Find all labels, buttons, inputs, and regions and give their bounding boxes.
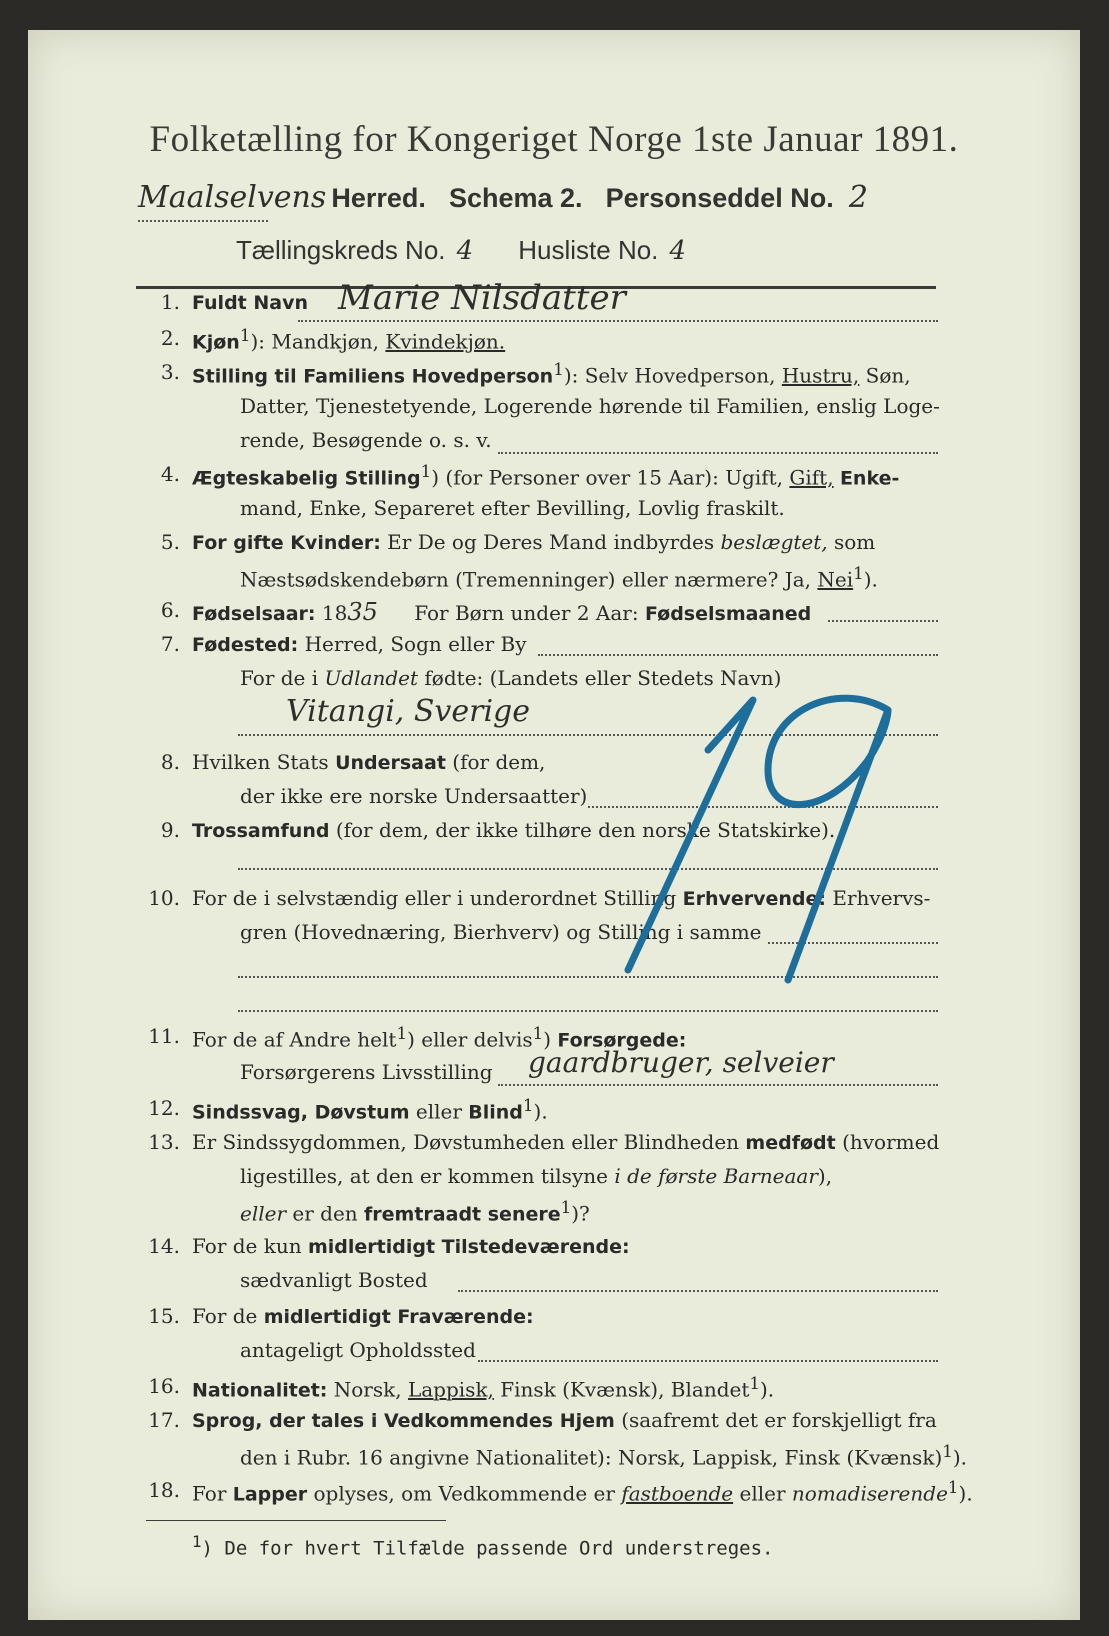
q18-lapper: Lapper: [232, 1483, 308, 1506]
q2-label: Kjøn: [192, 331, 240, 354]
q11-line1-a: For de af Andre helt: [192, 1027, 397, 1052]
husliste-value: 4: [669, 236, 687, 266]
q5-line1: [192, 530, 875, 554]
q15-line1-a: For de: [192, 1304, 258, 1328]
herred-label: Herred.: [331, 183, 426, 213]
q17-label: Sprog, der tales i Vedkommendes Hjem: [192, 1410, 615, 1432]
q13-line2: [240, 1164, 832, 1188]
q6-rest: For Børn under 2 Aar:: [414, 601, 639, 625]
q15-line1: [192, 1304, 534, 1328]
q12-number: 12.: [148, 1096, 180, 1120]
q11-value: gaardbruger, selveier: [528, 1046, 834, 1079]
q7-value: Vitangi, Sverige: [286, 694, 531, 729]
q8-label-b: Undersaat: [335, 752, 446, 774]
q10-line1-a: For de i selvstændig eller i underordnet Stilling: [192, 886, 677, 910]
blue-pencil-19-mark: [588, 640, 931, 1000]
q7-label: Fødested:: [192, 634, 299, 656]
q13-line2-a: ligestilles, at den er kommen tilsyne: [240, 1164, 608, 1188]
q5-beslaegtet: beslægtet,: [720, 530, 828, 554]
q15-dotline: [478, 1360, 938, 1362]
q18-for: For: [192, 1481, 227, 1506]
personseddel-label: Personseddel No.: [605, 183, 834, 213]
q13-line1-c: (hvormed: [842, 1130, 940, 1154]
q13-senere: fremtraadt senere: [364, 1203, 561, 1226]
q12-label: Sindssvag, Døvstum: [192, 1101, 410, 1124]
q16-lappisk: Lappisk,: [407, 1377, 494, 1402]
q3-opt-son: Søn,: [865, 363, 911, 388]
q12-end: ).: [533, 1099, 548, 1124]
q4-line1: Ægteskabelig Stilling$^1$) (for Personer over 15 Aar): Ugift, Gift, Enke-: [192, 462, 900, 490]
q4-sup: 1: [420, 462, 432, 481]
q8-line2: der ikke ere norske Undersaatter): [240, 784, 588, 808]
q4-number: 4.: [160, 462, 180, 486]
q17-line2: den i Rubr. 16 angivne Nationalitet): Norsk, Lappisk, Finsk (Kvænsk)$^1$).: [240, 1442, 968, 1470]
q9-rest: (for dem, der ikke tilhøre den norske Statskirke).: [335, 818, 836, 842]
q7-line1-text: Herred, Sogn eller By: [304, 632, 527, 656]
q18-line-c: oplyses, om Vedkommende er: [313, 1481, 615, 1506]
q8-line1-c: (for dem,: [452, 750, 546, 774]
personseddel-value: 2: [848, 180, 868, 215]
q7-line2-c: fødte: (Landets eller Stedets Navn): [424, 666, 782, 690]
q16-number: 16.: [148, 1374, 180, 1398]
q9-number: 9.: [160, 818, 180, 842]
q18-eller: eller: [739, 1481, 786, 1506]
q3-sup: 1: [553, 360, 564, 379]
footnote-rule: [146, 1520, 446, 1521]
q16-finsk: Finsk (Kvænsk), Blandet: [500, 1377, 750, 1402]
q14-line1-b: midlertidigt Tilstedeværende:: [307, 1236, 630, 1258]
q3-opt-hustru: Hustru,: [781, 363, 860, 388]
q6-number: 6.: [160, 598, 180, 622]
q5-opt-nei: Nei: [817, 567, 854, 592]
q13-medfodt: medfødt: [745, 1132, 836, 1154]
q14-line1: [192, 1234, 630, 1258]
q1-label: Fuldt Navn: [192, 292, 309, 314]
q13-line3-b: er den: [292, 1201, 358, 1226]
q16-line: Nationalitet: Norsk, Lappisk, Finsk (Kvænsk), Blandet$^1$).: [192, 1374, 775, 1402]
q7-line1: [192, 632, 527, 656]
q8-label-a: Hvilken Stats: [192, 750, 329, 774]
q1-number: 1.: [160, 290, 180, 314]
q15-line2: antageligt Opholdssted: [240, 1338, 476, 1362]
q10-line2: gren (Hovednæring, Bierhverv) og Stilling i samme: [240, 920, 762, 944]
q4-opt-enke: Enke-: [839, 467, 900, 490]
q3-dotline: [498, 452, 938, 454]
q7-line2-a: For de i: [240, 666, 319, 690]
census-form-sheet: [28, 30, 1080, 1620]
kreds-label: Tællingskreds No.: [236, 235, 446, 265]
q10-line1-c: Erhvervs-: [832, 886, 931, 910]
q13-number: 13.: [148, 1130, 180, 1154]
form-title: Folketælling for Kongeriget Norge 1ste Januar 1891.: [149, 119, 959, 160]
q12-rest: eller: [415, 1099, 462, 1124]
q5-line2: Næstsødskendebørn (Tremenninger) eller nærmere? Ja, Nei$^1$).: [240, 564, 878, 592]
q17-line2-text: den i Rubr. 16 angivne Nationalitet): Norsk, Lappisk, Finsk (Kvænsk): [240, 1445, 943, 1470]
q11-forsorgede: Forsørgede:: [557, 1029, 687, 1052]
q4-label: Ægteskabelig Stilling: [192, 467, 421, 490]
footnote: [192, 1532, 773, 1559]
q2-text: Kjøn$^1$): Mandkjøn, Kvindekjøn.: [192, 326, 506, 354]
q18-nomadiserende: nomadiserende: [791, 1481, 948, 1506]
q16-end: ).: [759, 1377, 775, 1402]
q3-line3: rende, Besøgende o. s. v.: [240, 428, 492, 452]
q17-line1: [192, 1408, 937, 1432]
q4-opt-ugift: (for Personer over 15 Aar): Ugift,: [445, 465, 784, 490]
q14-line2: sædvanligt Bosted: [240, 1268, 428, 1292]
q17-number: 17.: [148, 1408, 180, 1432]
q11-dotline: [498, 1084, 938, 1086]
q11-line2: Forsørgerens Livsstilling: [240, 1060, 493, 1084]
q8-line1: [192, 750, 545, 774]
q12-line: Sindssvag, Døvstum eller Blind$^1$).: [192, 1096, 548, 1124]
q18-number: 18.: [148, 1478, 180, 1502]
footnote-text: ) De for hvert Tilfælde passende Ord understreges.: [201, 1537, 774, 1560]
q14-dotline: [458, 1290, 938, 1292]
q14-number: 14.: [148, 1234, 180, 1258]
q12-blind: Blind: [468, 1101, 523, 1124]
q6-foedselsmaaned: Fødselsmaaned: [644, 603, 812, 625]
kreds-value: 4: [456, 236, 474, 266]
q6-line: [192, 598, 811, 626]
q5-line2-text: Næstsødskendebørn (Tremenninger) eller nærmere? Ja,: [240, 567, 812, 592]
q11-number: 11.: [148, 1024, 180, 1048]
schema-label: Schema 2.: [448, 183, 583, 213]
q1-dotline: [298, 320, 938, 322]
q3-line1: Stilling til Familiens Hovedperson$^1$): Selv Hovedperson, Hustru, Søn,: [192, 360, 911, 388]
q16-norsk: Norsk,: [333, 1377, 402, 1402]
big-mark-label: 19: [588, 640, 590, 641]
q13-end: )?: [571, 1201, 590, 1226]
q2-number: 2.: [160, 326, 180, 350]
q3-label: Stilling til Familiens Hovedperson: [192, 365, 554, 388]
herred-dotline: [138, 220, 268, 222]
q5-som: som: [834, 530, 876, 554]
herred-value: Maalselvens: [138, 180, 327, 215]
q10-dotline3: [238, 1010, 938, 1012]
q4-opt-gift: Gift,: [789, 465, 834, 490]
q13-line3: eller er den fremtraadt senere$^1$)?: [240, 1198, 590, 1226]
q18-end: ).: [958, 1481, 973, 1506]
q5-line2-end: ).: [863, 567, 878, 592]
q9-label: Trossamfund: [192, 820, 330, 842]
q8-number: 8.: [160, 750, 180, 774]
q15-line1-b: midlertidigt Fraværende:: [263, 1306, 534, 1328]
q6-dotline: [828, 620, 938, 622]
q4-line2: mand, Enke, Separeret efter Bevilling, Lovlig fraskilt.: [240, 496, 785, 520]
herred-line: [138, 180, 868, 215]
q13-barneaar: i de første Barneaar: [614, 1164, 818, 1188]
q18-fastboende: fastboende: [621, 1481, 734, 1506]
q15-number: 15.: [148, 1304, 180, 1328]
q1-value: Marie Nilsdatter: [338, 278, 626, 318]
q13-line1: [192, 1130, 939, 1154]
footnote-sup: 1: [192, 1532, 202, 1551]
q5-question: Er De og Deres Mand indbyrdes: [387, 530, 715, 554]
husliste-label: Husliste No.: [518, 235, 659, 265]
q2-sup: 1: [239, 326, 251, 345]
q6-value: 35: [347, 598, 378, 626]
q10-erhvervende: Erhvervende:: [682, 888, 827, 910]
q3-number: 3.: [160, 360, 180, 384]
q7-udlandet: Udlandet: [324, 666, 419, 690]
q5-number: 5.: [160, 530, 180, 554]
q14-line1-a: For de kun: [192, 1234, 302, 1258]
q13-line2-c: ),: [817, 1164, 833, 1188]
q10-number: 10.: [148, 886, 180, 910]
q6-prefix: 18: [321, 601, 348, 625]
q17-rest: (saafremt det er forskjelligt fra: [621, 1408, 937, 1432]
q17-end: ).: [952, 1445, 968, 1470]
q6-label: Fødselsaar:: [192, 603, 316, 625]
q7-number: 7.: [160, 632, 180, 656]
q2-option-mandkjon: Mandkjøn,: [271, 329, 380, 354]
kreds-line: [236, 235, 686, 266]
q2-option-kvindekjon: Kvindekjøn.: [385, 329, 506, 354]
q18-line: For Lapper oplyses, om Vedkommende er fastboende eller nomadiserende$^1$).: [192, 1478, 973, 1506]
q11-line1: For de af Andre helt$^1$) eller delvis$^1$) Forsørgede:: [192, 1024, 687, 1052]
q3-line2: Datter, Tjenestetyende, Logerende hørende til Familien, enslig Loge-: [240, 394, 940, 418]
q16-label: Nationalitet:: [192, 1379, 328, 1402]
q5-label: For gifte Kvinder:: [192, 532, 381, 554]
q11-line1-b: eller delvis: [421, 1027, 533, 1052]
q13-eller: eller: [240, 1201, 287, 1226]
q13-line1-a: Er Sindssygdommen, Døvstumheden eller Blindheden: [192, 1130, 740, 1154]
q3-opt-selv: Selv Hovedperson,: [584, 363, 776, 388]
